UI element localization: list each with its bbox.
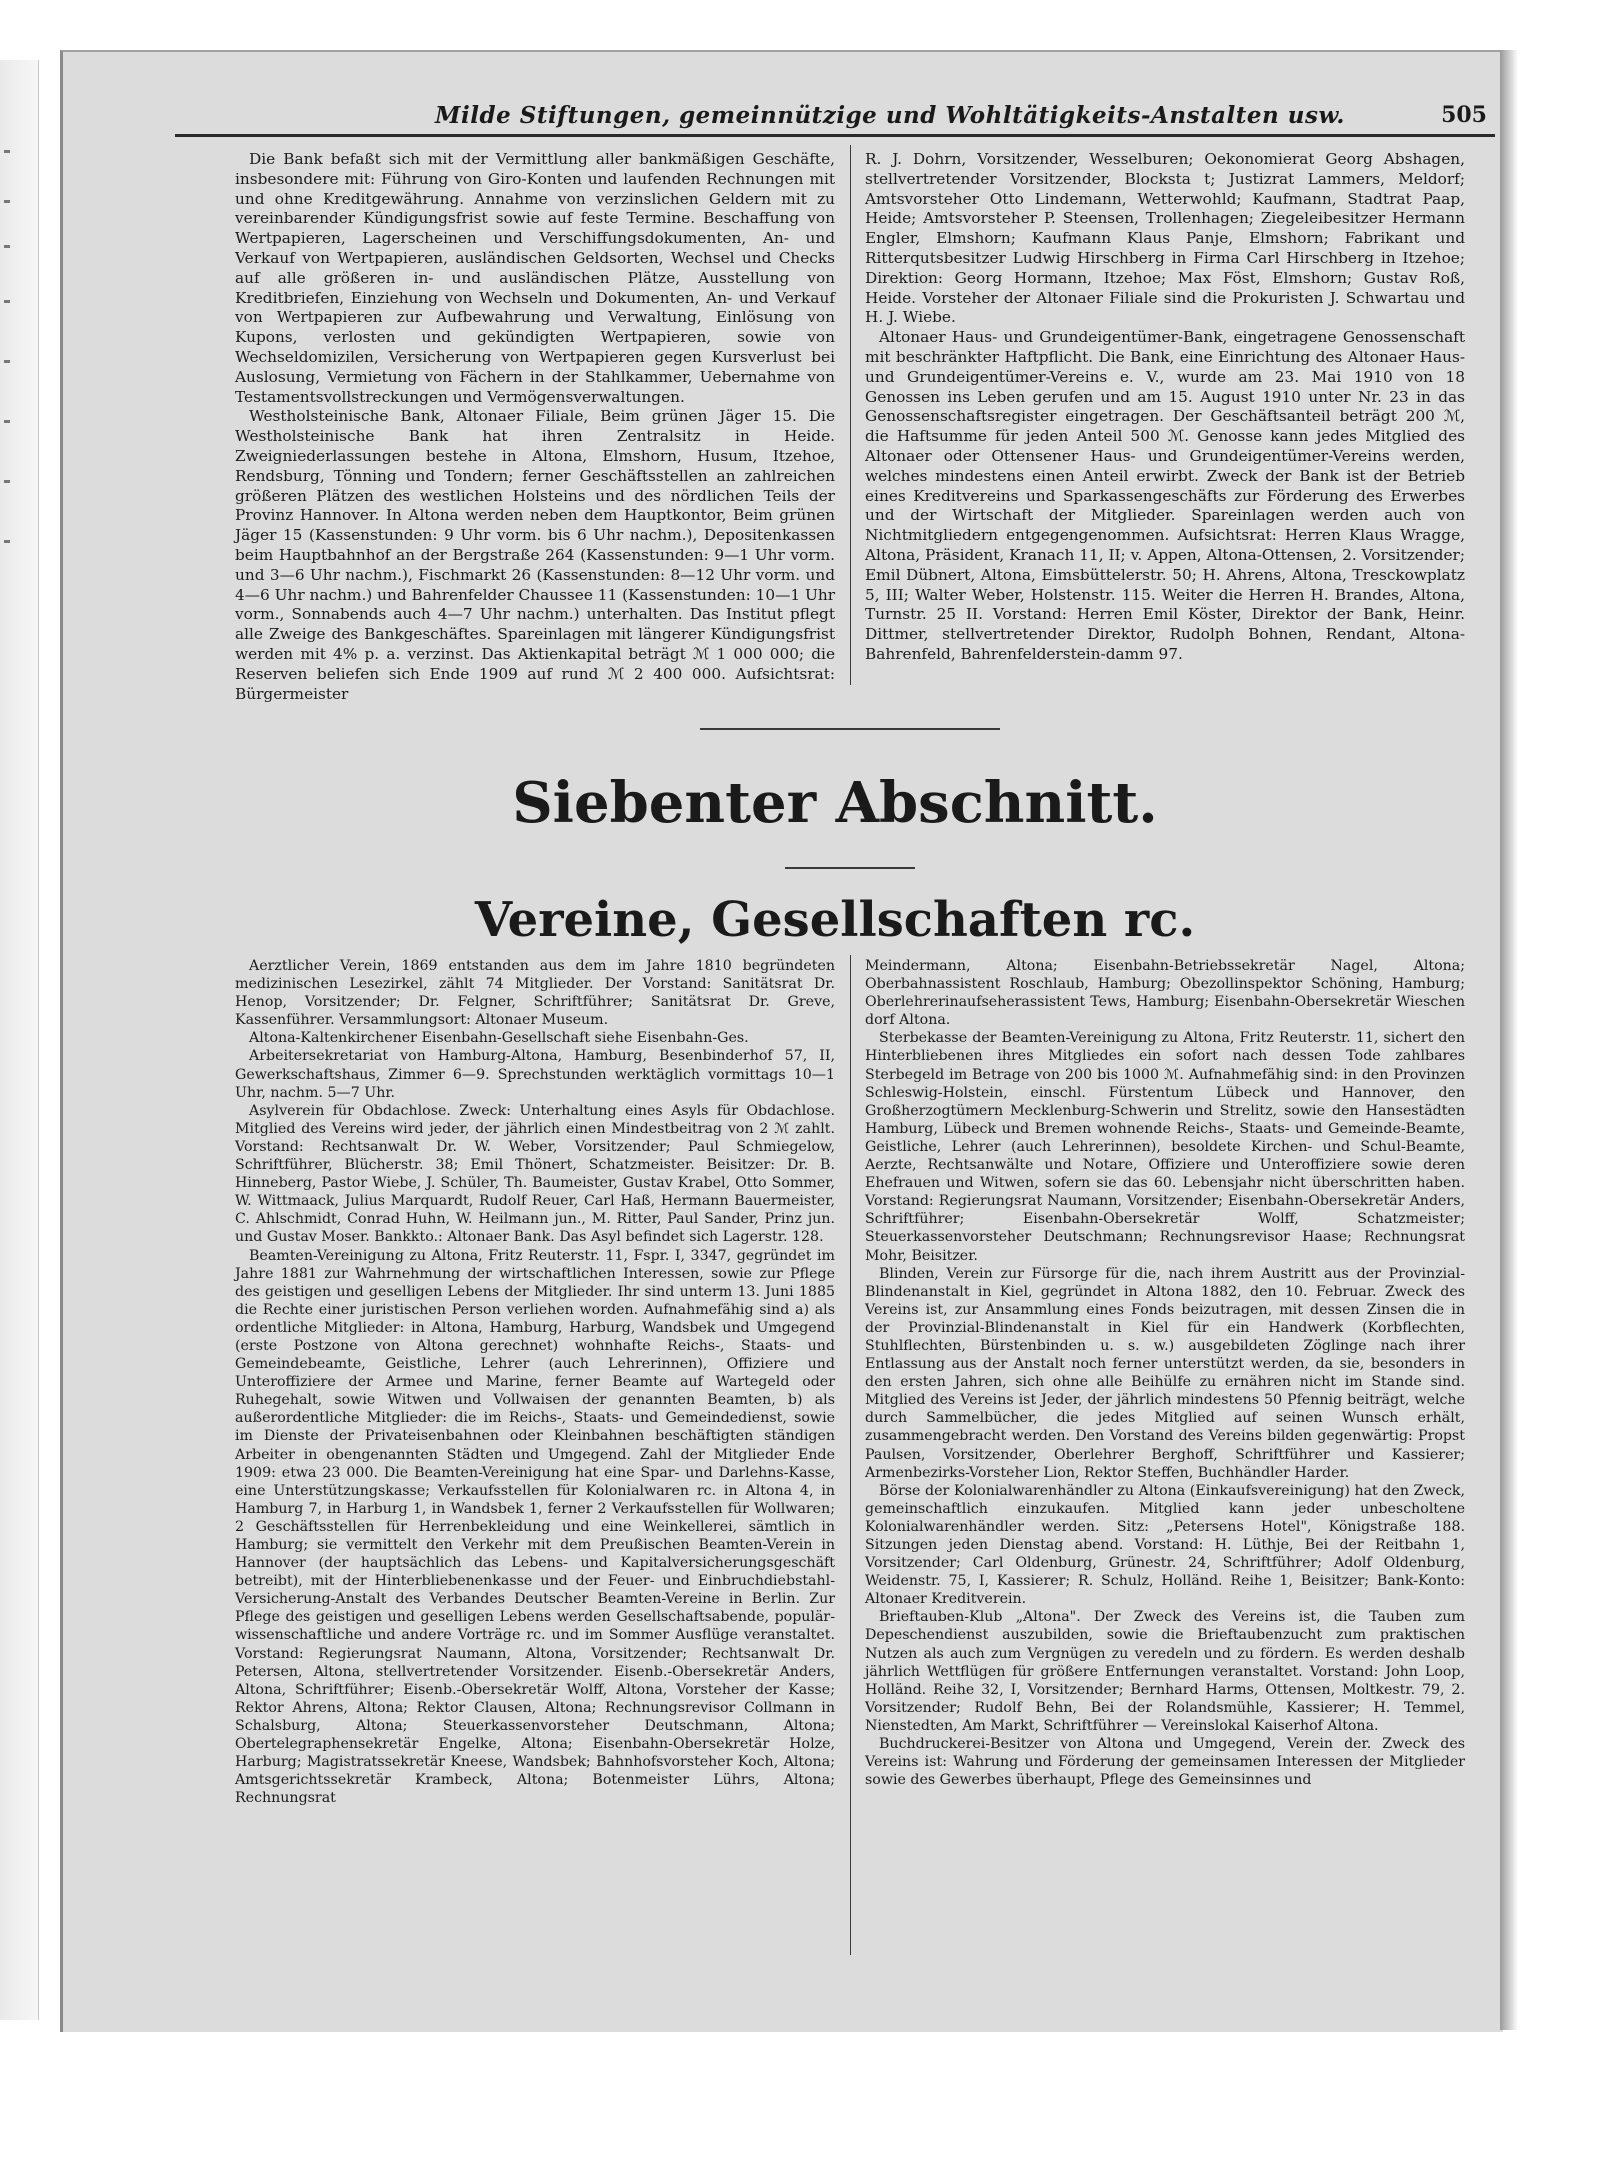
- paragraph: Aerztlicher Verein, 1869 entstanden aus dem im Jahre 1810 begründeten medizinischen Lesezirkel, zählt 74 Mitglieder. Der Vorstand: Sanitätsrat Dr. Henop, Vorsitzender; Dr. Felgner, Schriftführer; Sanitätsrat Dr. Greve, Kassenführer. Versammlungsort: Altonaer Museum.: [235, 958, 835, 1029]
- section-subheading: Vereine, Gesellschaften rc.: [474, 892, 1196, 948]
- section-heading: Siebenter Abschnitt.: [512, 770, 1158, 836]
- paragraph: R. J. Dohrn, Vorsitzender, Wesselburen; Oekonomierat Georg Abshagen, stellvertretender Vorsitzender, Blocksta t; Justizrat Lammers, Meldorf; Amtsvorsteher Otto Lindemann, Wetterwohld; Kaufmann, Stadtrat Paap, Heide; Amtsvorsteher P. Steensen, Trollenhagen; Ziegeleibesitzer Hermann Engler, Elmshorn; Kaufmann Klaus Panje, Elmshorn; Fabrikant und Ritterqutsbesitzer Ludwig Hirschberg in Firma Carl Hirschberg in Itzehoe; Direktion: Georg Hormann, Itzehoe; Max Föst, Elmshorn; Gustav Roß, Heide. Vorsteher der Altonaer Filiale sind die Prokuristen J. Schwartau und H. J. Wiebe.: [865, 150, 1465, 327]
- paragraph: Sterbekasse der Beamten-Vereinigung zu Altona, Fritz Reuterstr. 11, sichert den Hinterbliebenen ihres Mitgliedes ein sofort nach dessen Tode zahlbares Sterbegeld im Betrage von 200 bis 1000 ℳ. Aufnahmefähig sind: in den Provinzen Schleswig-Holstein, einschl. Fürstentum Lübeck und Hannover, den Großherzogtümern Mecklenburg-Schwerin und Strelitz, sowie den Hansestädten Hamburg, Lübeck und Bremen wohnende Reichs-, Staats- und Gemeinde-Beamte, Geistliche, Lehrer (auch Lehrerinnen), besoldete Kirchen- und Schul-Beamte, Aerzte, Rechtsanwälte und Notare, Offiziere und Unteroffiziere sowie deren Ehefrauen und Witwen, sofern sie das 60. Lebensjahr nicht überschritten haben. Vorstand: Regierungsrat Naumann, Vorsitzender; Eisenbahn-Obersekretär Anders, Schriftführer; Eisenbahn-Obersekretär Wolff, Schatzmeister; Steuerkassenvorsteher Deutschmann; Rechnungsrevisor Haase; Rechnungsrat Mohr, Beisitzer.: [865, 1030, 1465, 1264]
- column-divider: [850, 955, 851, 1955]
- adjacent-page-edge: [0, 60, 39, 2020]
- paragraph: Altona-Kaltenkirchener Eisenbahn-Gesellschaft siehe Eisenbahn-Ges.: [249, 1030, 749, 1047]
- paragraph: Beamten-Vereinigung zu Altona, Fritz Reuterstr. 11, Fspr. I, 3347, gegründet im Jahre 1881 zur Wahrnehmung der wirtschaftlichen Interessen, sowie zur Pflege des geistigen und geselligen Lebens der Mitglieder. Ihr sind unterm 13. Juni 1885 die Rechte einer juristischen Person verliehen worden. Aufnahmefähig sind a) als ordentliche Mitglieder: in Altona, Hamburg, Harburg, Wandsbek und Umgegend (erste Postzone von Altona gerechnet) wohnhafte Reichs-, Staats- und Gemeindebeamte, Geistliche, Lehrer (auch Lehrerinnen), Offiziere und Unteroffiziere der Armee und Marine, ferner Beamte auf Wartegeld oder Ruhegehalt, sowie Witwen und Vollwaisen der genannten Beamten, b) als außerordentliche Mitglieder: die im Reichs-, Staats- und Gemeindedienst, sowie im Dienste der Privateisenbahnen oder Kleinbahnen beschäftigten ständigen Arbeiter in obengenannten Städten und Umgegend. Zahl der Mitglieder Ende 1909: etwa 23 000. Die Beamten-Vereinigung hat eine Spar- und Darlehns-Kasse, eine Unterstützungskasse; Verkaufsstellen für Kolonialwaren rc. in Altona 4, in Hamburg 7, in Harburg 1, in Wandsbek 1, ferner 2 Verkaufsstellen für Wollwaren; 2 Geschäftsstellen für Herrenbekleidung und eine Weinkellerei, sämtlich in Hamburg; sie vermittelt den Verkehr mit dem Preußischen Beamten-Verein in Hannover (der hauptsächlich das Lebens- und Kapitalversicherungsgeschäft betreibt), mit der Hinterbliebenenkasse und der Feuer- und Einbruchdiebstahl-Versicherung-Anstalt des Verbandes Deutscher Beamten-Vereine in Berlin. Zur Pflege des geistigen und geselligen Lebens werden Gesellschaftsabende, populär-wissenschaftliche und andere Vorträge rc. und im Sommer Ausflüge veranstaltet. Vorstand: Regierungsrat Naumann, Altona, Vorsitzender; Rechtsanwalt Dr. Petersen, Altona, stellvertretender Vorsitzender. Eisenb.-Obersekretär Anders, Altona, Schriftführer; Eisenb.-Obersekretär Wolff, Altona, Vorsteher der Kasse; Rektor Ahrens, Altona; Rektor Clausen, Altona; Rechnungsrevisor Collmann in Schalsburg, Altona; Steuerkassenvorsteher Deutschmann, Altona; Obertelegraphensekretär Engelke, Altona; Eisenbahn-Obersekretär Holze, Harburg; Magistratssekretär Kneese, Wandsbek; Bahnhofsvorsteher Koch, Altona; Amtsgerichtssekretär Krambeck, Altona; Botenmeister Lührs, Altona; Rechnungsrat: [235, 1247, 835, 1807]
- paragraph: Die Bank befaßt sich mit der Vermittlung aller bankmäßigen Geschäfte, insbesondere mit: Führung von Giro-Konten und laufenden Rechnungen mit und ohne Kreditgewährung. Annahme von verzinslichen Geldern mit zu vereinbarender Kündigungsfrist sowie auf feste Termine. Beschaffung von Wertpapieren, Lagerscheinen und Verschiffungsdokumenten, An- und Verkauf von Wertpapieren, ausländischen Geldsorten, Wechsel und Checks auf alle größeren in- und ausländischen Plätze, Ausstellung von Kreditbriefen, Einziehung von Wechseln und Dokumenten, An- und Verkauf von Wertpapieren zur Aufbewahrung und Verwaltung, Einlösung von Kupons, verlosten und gekündigten Wertpapieren, sowie von Wechseldomizilen, Versicherung von Wertpapieren gegen Kursverlust bei Auslosung, Vermietung von Fächern in der Stahlkammer, Uebernahme von Testamentsvollstreckungen und Vermögensverwaltungen.: [235, 150, 835, 406]
- top-left-column: [235, 150, 835, 704]
- heading-rule: [785, 867, 915, 869]
- paragraph: Buchdruckerei-Besitzer von Altona und Umgegend, Verein der. Zweck des Vereins ist: Wahrung und Förderung der gemeinsamen Interessen der Mitglieder sowie des Gewerbes überhaupt, Pflege des Gemeinsinnes und: [865, 1736, 1465, 1789]
- paragraph: Börse der Kolonialwarenhändler zu Altona (Einkaufsvereinigung) hat den Zweck, gemeinschaftlich einzukaufen. Mitglied kann jeder unbescholtene Kolonialwarenhändler werden. Sitz: „Petersens Hotel", Königstraße 188. Sitzungen jeden Dienstag abend. Vorstand: H. Lüthje, Bei der Reitbahn 1, Vorsitzender; Carl Oldenburg, Grünestr. 24, Schriftführer; Adolf Oldenburg, Weidenstr. 75, I, Kassierer; R. Schulz, Holländ. Reihe 1, Beisitzer; Bank-Konto: Altonaer Kreditverein.: [865, 1482, 1465, 1608]
- paragraph: Westholsteinische Bank, Altonaer Filiale, Beim grünen Jäger 15. Die Westholsteinische Bank hat ihren Zentralsitz in Heide. Zweigniederlassungen bestehe in Altona, Elmshorn, Husum, Itzehoe, Rendsburg, Tönning und Tondern; ferner Geschäftsstellen an zahlreichen größeren Plätzen des westlichen Holsteins und des nördlichen Teils der Provinz Hannover. In Altona werden neben dem Hauptkontor, Beim grünen Jäger 15 (Kassenstunden: 9 Uhr vorm. bis 6 Uhr nachm.), Depositenkassen beim Hauptbahnhof an der Bergstraße 264 (Kassenstunden: 9—1 Uhr vorm. und 3—6 Uhr nachm.), Fischmarkt 26 (Kassenstunden: 8—12 Uhr vorm. und 4—6 Uhr nachm.) und Bahrenfelder Chaussee 11 (Kassenstunden: 10—1 Uhr vorm., Sonnabends auch 4—7 Uhr nachm.) unterhalten. Das Institut pflegt alle Zweige des Bankgeschäftes. Spareinlagen mit längerer Kündigungsfrist werden mit 4% p. a. verzinst. Das Aktienkapital beträgt ℳ 1 000 000; die Reserven beliefen sich Ende 1909 auf rund ℳ 2 400 000. Aufsichtsrat: Bürgermeister: [235, 407, 836, 703]
- running-header: [175, 100, 1495, 137]
- paragraph: Arbeitersekretariat von Hamburg-Altona, Hamburg, Besenbinderhof 57, II, Gewerkschaftshaus, Zimmer 6—9. Sprechstunden werktäglich vormittags 10—1 Uhr, nachm. 5—7 Uhr.: [235, 1048, 835, 1101]
- page-edge-shadow: [1500, 50, 1518, 2030]
- bottom-right-column: [865, 957, 1465, 1789]
- paragraph: Asylverein für Obdachlose. Zweck: Unterhaltung eines Asyls für Obdachlose. Mitglied des Vereins wird jeder, der jährlich einen Mindestbeitrag von 2 ℳ zahlt. Vorstand: Rechtsanwalt Dr. W. Weber, Vorsitzender; Paul Schmiegelow, Schriftführer, Blücherstr. 38; Emil Thönert, Schatzmeister. Beisitzer: Dr. B. Hinneberg, Pastor Wiebe, J. Schüler, Th. Baumeister, Gustav Krabel, Otto Sommer, W. Wittmaack, Julius Marquardt, Rudolf Reuer, Carl Haß, Hermann Bauermeister, C. Ahlschmidt, Conrad Huhn, W. Heilmann jun., M. Ritter, Paul Sander, Prinz jun. und Gustav Moser. Bankkto.: Altonaer Bank. Das Asyl befindet sich Lagerstr. 128.: [235, 1102, 835, 1246]
- column-divider: [850, 145, 851, 685]
- paragraph: Blinden, Verein zur Fürsorge für die, nach ihrem Austritt aus der Provinzial-Blindenanstalt in Kiel, gegründet in Altona 1882, den 10. Februar. Zweck des Vereins ist, zur Ansammlung eines Fonds beizutragen, mit dessen Zinsen die in der Provinzial-Blindenanstalt in Kiel für ein Handwerk (Korbflechten, Stuhlflechten, Bürstenbinden u. s. w.) ausgebildeten Zöglinge nach ihrer Entlassung aus der Anstalt noch ferner unterstützt werden, da sie, besonders in den ersten Jahren, sich ohne alle Beihülfe zu ernähren nicht im Stande sind. Mitglied des Vereins ist Jeder, der jährlich mindestens 50 Pfennig beiträgt, welche durch Sammelbücher, die jedes Mitglied auf seinen Wunsch erhält, zusammengebracht werden. Den Vorstand des Vereins bilden gegenwärtig: Propst Paulsen, Vorsitzender, Oberlehrer Berghoff, Schriftführer und Kassierer; Armenbezirks-Vorsteher Lion, Rektor Steffen, Buchhändler Harder.: [865, 1265, 1465, 1481]
- section-separator-rule: [700, 728, 1000, 730]
- top-right-column: [865, 150, 1465, 665]
- paragraph: Altonaer Haus- und Grundeigentümer-Bank, eingetragene Genossenschaft mit beschränkter Haftpflicht. Die Bank, eine Einrichtung des Altonaer Haus- und Grundeigentümer-Vereins e. V., wurde am 23. Mai 1910 von 18 Genossen ins Leben gerufen und am 15. August 1910 unter Nr. 23 in das Genossenschaftsregister eingetragen. Der Geschäftsanteil beträgt 200 ℳ, die Haftsumme für jeden Anteil 500 ℳ. Genosse kann jedes Mitglied des Altonaer oder Ottensener Haus- und Grundeigentümer-Vereins werden, welches mindestens einen Anteil erwirbt. Zweck der Bank ist der Betrieb eines Kreditvereins und Sparkassengeschäfts zur Förderung des Erwerbes und der Wirtschaft der Mitglieder. Spareinlagen werden auch von Nichtmitgliedern entgegengenommen. Aufsichtsrat: Herren Klaus Wragge, Altona, Präsident, Kranach 11, II; v. Appen, Altona-Ottensen, 2. Vorsitzender; Emil Dübnert, Altona, Eimsbüttelerstr. 50; H. Ahrens, Altona, Tresckowplatz 5, III; Walter Weber, Holstenstr. 115. Weiter die Herren H. Brandes, Altona, Turnstr. 25 II. Vorstand: Herren Emil Köster, Direktor der Bank, Heinr. Dittmer, stellvertretender Direktor, Rudolph Bohnen, Rendant, Altona-Bahrenfeld, Bahrenfelderstein-damm 97.: [865, 328, 1465, 663]
- page-number: 505: [1441, 102, 1487, 128]
- paragraph: Meindermann, Altona; Eisenbahn-Betriebssekretär Nagel, Altona; Oberbahnassistent Roschlaub, Hamburg; Obezollinspektor Schöning, Hamburg; Oberlehrerinaufseherassistent Tews, Hamburg; Eisenbahn-Obersekretär Wieschen dorf Altona.: [865, 958, 1465, 1029]
- paragraph: Brieftauben-Klub „Altona". Der Zweck des Vereins ist, die Tauben zum Depeschendienst auszubilden, sowie die Brieftaubenzucht zum praktischen Nutzen als auch zum Vergnügen zu veredeln und zu fördern. Es werden deshalb jährlich Wettflügen für größere Entfernungen veranstaltet. Vorstand: John Loop, Holländ. Reihe 32, I, Vorsitzender; Bernhard Harms, Ottensen, Moltkestr. 79, 2. Vorsitzender; Rudolf Behn, Bei der Rolandsmühle, Kassierer; H. Temmel, Nienstedten, Am Markt, Schriftführer — Vereinslokal Kaiserhof Altona.: [865, 1609, 1465, 1734]
- bottom-left-column: [235, 957, 835, 1807]
- running-header-title: Milde Stiftungen, gemeinnützige und Wohltätigkeits-Anstalten usw.: [435, 102, 1345, 129]
